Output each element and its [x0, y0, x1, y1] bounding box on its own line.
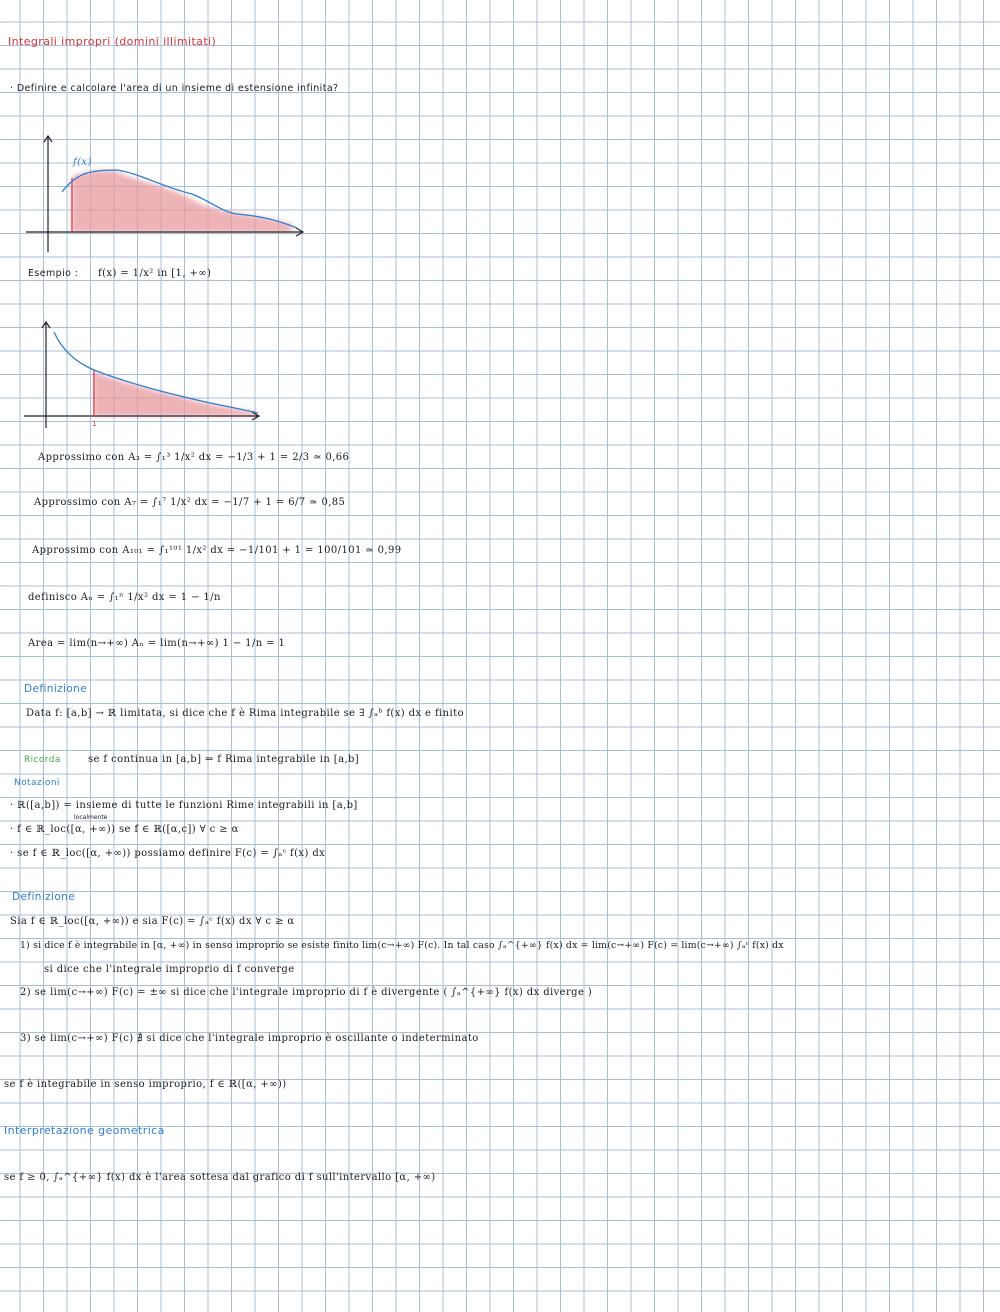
notazioni-item-1: · ℝ([a,b]) = insieme di tutte le funzioni Rime integrabili in [a,b] [10, 800, 358, 811]
define-an: definisco Aₙ = ∫₁ⁿ 1/x² dx = 1 − 1/n [28, 592, 221, 603]
definition-2-case-1: 1) si dice f è integrabile in [α, +∞) in senso improprio se esiste finito lim(c→+∞) F(c). In tal caso ∫ₐ^{+∞} f(x) dx = lim(c→+∞) F(c) = lim(c→+∞) ∫ₐᶜ f(x) dx [20, 940, 784, 951]
page-title: Integrali impropri (domini illimitati) [8, 35, 217, 48]
integrable-statement: se f è integrabile in senso improprio, f ∈ ℝ([α, +∞)) [4, 1079, 287, 1090]
area-limit: Area = lim(n→+∞) Aₙ = lim(n→+∞) 1 − 1/n = 1 [28, 638, 286, 649]
graph1-shaded-area [72, 170, 292, 232]
ricorda-label: Ricorda [24, 755, 61, 765]
definition-2-case-3: 3) se lim(c→+∞) F(c) ∄ si dice che l'integrale improprio è oscillante o indeterminato [20, 1033, 479, 1044]
example-label: Esempio : [28, 268, 79, 279]
example-function: f(x) = 1/x² in [1, +∞) [98, 268, 212, 279]
approximation-a101: Approssimo con A₁₀₁ = ∫₁¹⁰¹ 1/x² dx = −1/101 + 1 = 100/101 ≃ 0,99 [32, 545, 402, 556]
interpretation-text: se f ≥ 0, ∫ₐ^{+∞} f(x) dx è l'area sottesa dal grafico di f sull'intervallo [α, +∞) [4, 1172, 436, 1183]
graph2-tick-label: 1 [92, 420, 97, 428]
definition-2-case-1b: si dice che l'integrale improprio di f converge [44, 964, 295, 975]
graph-one-over-x-squared [20, 320, 280, 440]
definition-1-text: Data f: [a,b] → ℝ limitata, si dice che f è Rima integrabile se ∃ ∫ₐᵇ f(x) dx e finito [26, 708, 464, 719]
intro-question: · Definire e calcolare l'area di un insieme di estensione infinita? [10, 83, 339, 94]
ricorda-text: se f continua in [a,b] ⇒ f Rima integrabile in [a,b] [88, 754, 360, 765]
approximation-a3: Approssimo con A₃ = ∫₁³ 1/x² dx = −1/3 + 1 = 2/3 ≃ 0,66 [38, 452, 350, 463]
localmente-note: localmente [74, 814, 108, 821]
graph1-function-label: f(x) [73, 157, 92, 168]
approximation-a7: Approssimo con A₇ = ∫₁⁷ 1/x² dx = −1/7 + 1 = 6/7 ≃ 0,85 [34, 497, 346, 508]
notazioni-item-3: · se f ∈ ℝ_loc([α, +∞)) possiamo definire F(c) = ∫ₐᶜ f(x) dx [10, 848, 326, 859]
definition-1-heading: Definizione [24, 683, 88, 695]
definition-2-intro: Sia f ∈ ℝ_loc([α, +∞)) e sia F(c) = ∫ₐᶜ f(x) dx ∀ c ≥ α [10, 916, 295, 927]
graph-generic-area [22, 132, 322, 262]
definition-2-heading: Definizione [12, 891, 76, 903]
definition-2-case-2: 2) se lim(c→+∞) F(c) = ±∞ si dice che l'integrale improprio di f è divergente ( ∫ₐ^{+∞} f(x) dx diverge ) [20, 987, 593, 998]
notazioni-item-2: · f ∈ ℝ_loc([α, +∞)) se f ∈ ℝ([α,c]) ∀ c ≥ α [10, 824, 239, 835]
interpretation-heading: Interpretazione geometrica [4, 1124, 165, 1137]
notazioni-heading: Notazioni [14, 778, 60, 788]
